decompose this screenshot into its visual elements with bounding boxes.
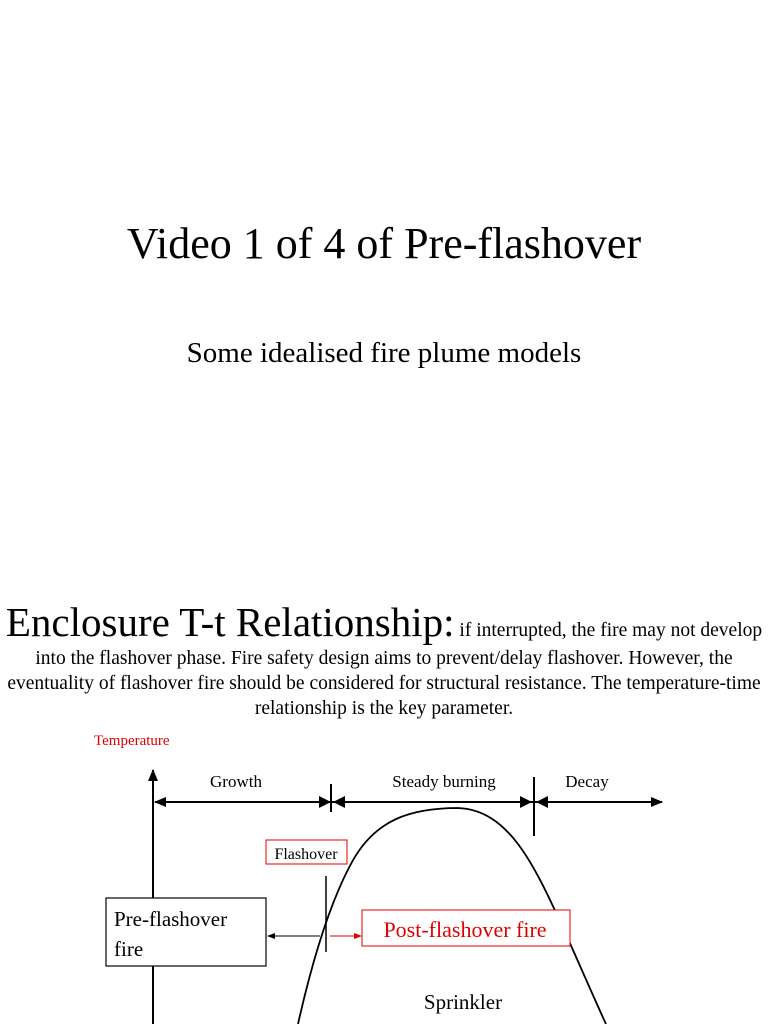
slide-title: Video 1 of 4 of Pre-flashover <box>126 219 642 268</box>
pre-flashover-label-line2: fire <box>114 937 144 961</box>
growth-arrowhead <box>319 796 331 808</box>
slide-heading: Enclosure T-t Relationship: <box>5 599 455 645</box>
steady-arrowhead-right <box>520 796 532 808</box>
temperature-time-diagram <box>0 512 768 1024</box>
y-axis-label: Temperature <box>94 733 170 749</box>
decay-arrowhead-left <box>536 796 548 808</box>
phase-decay: Decay <box>565 772 609 791</box>
flashover-label: Flashover <box>274 846 338 863</box>
slide-body-text: if interrupted, the fire may not develop into the flashover phase. Fire safety design aims to prevent/delay flashover. However, the eventuality of flashover fire should be considered for structural resistance. The temperature-time relationship is the key parameter. <box>7 620 763 719</box>
slide-subtitle: Some idealised fire plume models <box>186 337 582 369</box>
sprinkler-label: Sprinkler <box>423 990 503 1014</box>
pre-flashover-label-line1: Pre-flashover <box>114 907 228 931</box>
steady-arrowhead-left <box>333 796 345 808</box>
enclosure-slide <box>0 512 768 1024</box>
post-flashover-label: Post-flashover fire <box>383 917 547 942</box>
phase-growth: Growth <box>210 772 262 791</box>
phase-steady-burning: Steady burning <box>392 772 496 791</box>
